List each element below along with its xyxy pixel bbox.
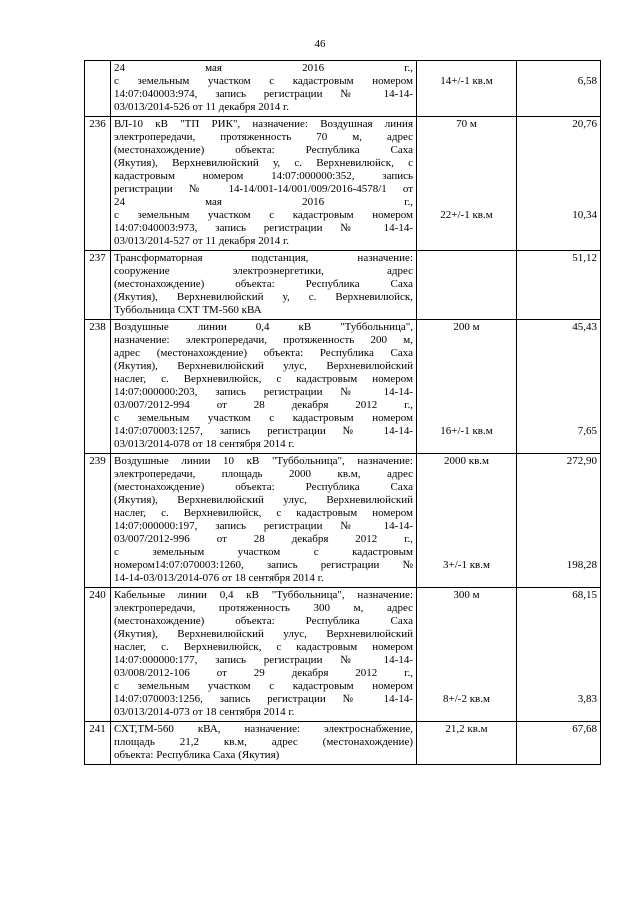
cost-value: [520, 183, 597, 196]
size-value: [420, 360, 513, 373]
size-value: [420, 399, 513, 412]
size-value: [420, 507, 513, 520]
size-value: [420, 304, 513, 317]
description-line: 03/007/2012-994 от 28 декабря 2012 г.,: [114, 399, 413, 411]
cost-value: [520, 157, 597, 170]
size-value: [420, 291, 513, 304]
description-line: Воздушные линии 0,4 кВ "Туббольница",: [114, 321, 413, 333]
description-line: электропередачи, протяженность 70 м, адрес: [114, 131, 413, 143]
description-line: (местонахождение) объекта: Республика Саха: [114, 278, 413, 290]
object-description: [111, 251, 417, 320]
cost-value: [520, 749, 597, 762]
description-line: 14:07:040003:974, запись регистрации № 14-14-: [114, 88, 413, 100]
size-value: [420, 62, 513, 75]
size-value: [420, 144, 513, 157]
description-line: 03/008/2012-106 от 29 декабря 2012 г.,: [114, 667, 413, 679]
size-value: [420, 706, 513, 719]
description-line: 03/007/2012-996 от 28 декабря 2012 г.,: [114, 533, 413, 545]
size-value: [420, 386, 513, 399]
description-line: 14:07:070003:1257, запись регистрации № 14-14-: [114, 425, 413, 437]
row-number: 238: [85, 320, 111, 454]
size-value: [420, 334, 513, 347]
description-line: назначение: электропередачи, протяженность 200 м,: [114, 334, 413, 346]
description-line: 24 мая 2016 г.,: [114, 62, 413, 74]
size-value: 2000 кв.м: [444, 455, 489, 467]
size-value: 16+/-1 кв.м: [440, 425, 493, 437]
cost-value: 7,65: [577, 425, 597, 437]
description-line: наслег, с. Верхневилюйск, с кадастровым номером: [114, 641, 413, 653]
size-value: 22+/-1 кв.м: [440, 209, 493, 221]
size-value: [420, 131, 513, 144]
table-row: [85, 251, 601, 320]
description-line: сооружение электроэнергетики, адрес: [114, 265, 413, 277]
cost-value: 6,58: [577, 75, 597, 87]
description-line: (местонахождение) объекта: Республика Саха: [114, 615, 413, 627]
description-line: СХТ,ТМ-560 кВА, назначение: электроснабжение,: [114, 723, 413, 735]
size-value: [420, 641, 513, 654]
object-cost: [517, 117, 601, 251]
table-row: [85, 588, 601, 722]
size-value: [420, 602, 513, 615]
size-value: [420, 438, 513, 451]
cost-value: [520, 572, 597, 585]
cost-value: [520, 278, 597, 291]
description-line: регистрации № 14-14/001-14/001/009/2016-4578/1 от: [114, 183, 413, 195]
cost-value: 68,15: [572, 589, 597, 601]
property-registry-table: [84, 60, 601, 765]
row-number: 241: [85, 722, 111, 765]
size-value: [420, 183, 513, 196]
description-line: Трансформаторная подстанция, назначение:: [114, 252, 413, 264]
cost-value: [520, 615, 597, 628]
cost-value: [520, 235, 597, 248]
description-line: Туббольница СХТ ТМ-560 кВА: [114, 304, 262, 316]
cost-value: [520, 468, 597, 481]
description-line: (местонахождение) объекта: Республика Саха: [114, 144, 413, 156]
size-value: [420, 222, 513, 235]
size-value: [420, 278, 513, 291]
description-line: объекта: Республика Саха (Якутия): [114, 749, 280, 761]
description-line: площадь 21,2 кв.м, адрес (местонахождение): [114, 736, 413, 748]
size-value: [420, 749, 513, 762]
cost-value: [520, 507, 597, 520]
object-cost: [517, 588, 601, 722]
description-line: (Якутия), Верхневилюйский улус, Верхневилюйский: [114, 628, 413, 640]
description-line: 03/013/2014-073 от 18 сентября 2014 г.: [114, 706, 295, 718]
description-line: наслег, с. Верхневилюйск, с кадастровым номером: [114, 373, 413, 385]
size-value: 14+/-1 кв.м: [440, 75, 493, 87]
cost-value: [520, 196, 597, 209]
description-line: наслег, с. Верхневилюйск, с кадастровым номером: [114, 507, 413, 519]
description-line: (Якутия), Верхневилюйский у, с. Верхневилюйск,: [114, 291, 413, 303]
cost-value: 45,43: [572, 321, 597, 333]
description-line: 03/013/2014-526 от 11 декабря 2014 г.: [114, 101, 289, 113]
description-line: 14:07:000000:197, запись регистрации № 14-14-: [114, 520, 413, 532]
size-value: [420, 88, 513, 101]
table-row: [85, 117, 601, 251]
cost-value: [520, 680, 597, 693]
object-cost: [517, 454, 601, 588]
size-value: 300 м: [453, 589, 480, 601]
description-line: (Якутия), Верхневилюйский улус, Верхневилюйский: [114, 360, 413, 372]
cost-value: [520, 144, 597, 157]
description-line: кадастровым номером 14:07:000000:352, запись: [114, 170, 413, 182]
size-value: [420, 157, 513, 170]
size-value: [420, 546, 513, 559]
table-row: [85, 320, 601, 454]
size-value: [420, 494, 513, 507]
page-number: 46: [314, 38, 326, 50]
description-line: с земельным участком с кадастровым номером: [114, 412, 413, 424]
size-value: [420, 196, 513, 209]
cost-value: 20,76: [572, 118, 597, 130]
object-size: [417, 61, 517, 117]
size-value: [420, 373, 513, 386]
cost-value: 3,83: [577, 693, 597, 705]
description-line: ВЛ-10 кВ "ТП РИК", назначение: Воздушная линия: [114, 118, 413, 130]
description-line: (Якутия), Верхневилюйский улус, Верхневилюйский: [114, 494, 413, 506]
object-description: [111, 117, 417, 251]
description-line: с земельным участком с кадастровым: [114, 546, 413, 558]
description-line: 14:07:000000:177, запись регистрации № 14-14-: [114, 654, 413, 666]
cost-value: [520, 360, 597, 373]
cost-value: [520, 628, 597, 641]
size-value: [420, 654, 513, 667]
cost-value: [520, 736, 597, 749]
object-cost: [517, 722, 601, 765]
row-number: 239: [85, 454, 111, 588]
object-size: [417, 588, 517, 722]
description-line: электропередачи, протяженность 300 м, адрес: [114, 602, 413, 614]
row-number: 240: [85, 588, 111, 722]
cost-value: [520, 386, 597, 399]
size-value: [420, 412, 513, 425]
object-size: [417, 320, 517, 454]
size-value: [420, 235, 513, 248]
cost-value: [520, 546, 597, 559]
cost-value: [520, 88, 597, 101]
cost-value: [520, 654, 597, 667]
table-row: [85, 61, 601, 117]
cost-value: [520, 533, 597, 546]
size-value: 200 м: [453, 321, 480, 333]
object-description: [111, 61, 417, 117]
size-value: [420, 667, 513, 680]
description-line: (Якутия), Верхневилюйский у, с. Верхневилюйск, с: [114, 157, 413, 169]
size-value: [420, 170, 513, 183]
registry-table-body: [85, 61, 601, 765]
size-value: [420, 101, 513, 114]
object-cost: [517, 320, 601, 454]
size-value: 3+/-1 кв.м: [443, 559, 490, 571]
size-value: [420, 533, 513, 546]
size-value: [420, 265, 513, 278]
cost-value: [520, 291, 597, 304]
cost-value: 67,68: [572, 723, 597, 735]
cost-value: [520, 101, 597, 114]
cost-value: [520, 602, 597, 615]
cost-value: 51,12: [572, 252, 597, 264]
row-number: 237: [85, 251, 111, 320]
cost-value: [520, 304, 597, 317]
object-size: [417, 117, 517, 251]
size-value: [420, 572, 513, 585]
object-description: [111, 722, 417, 765]
cost-value: [520, 438, 597, 451]
size-value: [420, 468, 513, 481]
cost-value: [520, 520, 597, 533]
size-value: [420, 252, 513, 265]
cost-value: [520, 494, 597, 507]
description-line: с земельным участком с кадастровым номером: [114, 75, 413, 87]
cost-value: [520, 373, 597, 386]
size-value: [420, 628, 513, 641]
description-line: с земельным участком с кадастровым номером: [114, 680, 413, 692]
size-value: 21,2 кв.м: [445, 723, 488, 735]
cost-value: [520, 399, 597, 412]
cost-value: [520, 222, 597, 235]
description-line: Воздушные линии 10 кВ "Туббольница", назначение:: [114, 455, 413, 467]
size-value: 70 м: [456, 118, 477, 130]
description-line: 24 мая 2016 г.,: [114, 196, 413, 208]
description-line: с земельным участком с кадастровым номером: [114, 209, 413, 221]
object-cost: [517, 251, 601, 320]
description-line: адрес (местонахождение) объекта: Республика Саха: [114, 347, 413, 359]
description-line: 14-14-03/013/2014-076 от 18 сентября 2014 г.: [114, 572, 324, 584]
description-line: (местонахождение) объекта: Республика Саха: [114, 481, 413, 493]
cost-value: 272,90: [566, 455, 597, 467]
cost-value: [520, 667, 597, 680]
size-value: [420, 680, 513, 693]
object-size: [417, 722, 517, 765]
table-row: [85, 454, 601, 588]
cost-value: [520, 347, 597, 360]
size-value: [420, 520, 513, 533]
object-description: [111, 320, 417, 454]
cost-value: 10,34: [572, 209, 597, 221]
description-line: электропередачи, площадь 2000 кв.м, адрес: [114, 468, 413, 480]
cost-value: [520, 706, 597, 719]
cost-value: [520, 641, 597, 654]
cost-value: [520, 481, 597, 494]
description-line: Кабельные линии 0,4 кВ "Туббольница", назначение:: [114, 589, 413, 601]
cost-value: [520, 334, 597, 347]
description-line: 14:07:070003:1256, запись регистрации № 14-14-: [114, 693, 413, 705]
description-line: 14:07:000000:203, запись регистрации № 14-14-: [114, 386, 413, 398]
cost-value: [520, 131, 597, 144]
description-line: номером14:07:070003:1260, запись регистрации №: [114, 559, 413, 571]
object-size: [417, 251, 517, 320]
description-line: 14:07:040003:973, запись регистрации № 14-14-: [114, 222, 413, 234]
description-line: 03/013/2014-527 от 11 декабря 2014 г.: [114, 235, 289, 247]
size-value: [420, 481, 513, 494]
size-value: [420, 347, 513, 360]
cost-value: [520, 412, 597, 425]
object-size: [417, 454, 517, 588]
size-value: [420, 736, 513, 749]
cost-value: [520, 265, 597, 278]
object-description: [111, 454, 417, 588]
description-line: 03/013/2014-078 от 18 сентября 2014 г.: [114, 438, 295, 450]
cost-value: [520, 62, 597, 75]
cost-value: [520, 170, 597, 183]
row-number: [85, 61, 111, 117]
object-cost: [517, 61, 601, 117]
table-row: [85, 722, 601, 765]
size-value: [420, 615, 513, 628]
cost-value: 198,28: [566, 559, 597, 571]
size-value: 8+/-2 кв.м: [443, 693, 490, 705]
row-number: 236: [85, 117, 111, 251]
object-description: [111, 588, 417, 722]
